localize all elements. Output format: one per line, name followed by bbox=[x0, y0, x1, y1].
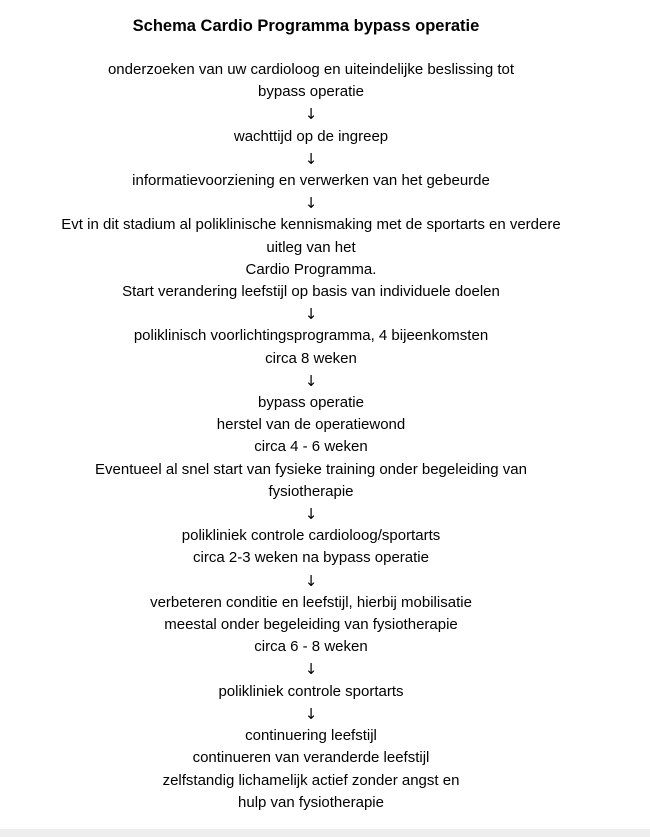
step-text: verbeteren conditie en leefstijl, hierbij mobilisatie bbox=[150, 593, 472, 611]
down-arrow-icon: ↓ bbox=[304, 660, 318, 679]
step-text: polikliniek controle cardioloog/sportarts bbox=[181, 527, 441, 545]
down-arrow-icon: ↓ bbox=[304, 371, 318, 390]
down-arrow-icon: ↓ bbox=[304, 505, 318, 524]
bottom-edge bbox=[0, 829, 650, 837]
step-text: Start verandering leefstijl op basis van individuele doelen bbox=[122, 283, 500, 301]
step-text: Cardio Programma. bbox=[245, 260, 377, 278]
down-arrow-icon: ↓ bbox=[304, 194, 318, 213]
down-arrow-icon: ↓ bbox=[304, 305, 318, 324]
step-text: onderzoeken van uw cardioloog en uiteindelijke beslissing tot bbox=[107, 61, 515, 78]
down-arrow-icon: ↓ bbox=[304, 704, 318, 723]
step-text: circa 6 - 8 weken bbox=[254, 638, 368, 656]
step-text: circa 2-3 weken na bypass operatie bbox=[193, 549, 429, 567]
step-text: zelfstandig lichamelijk actief zonder angst en bbox=[162, 771, 460, 789]
step-text: meestal onder begeleiding van fysiotherapie bbox=[164, 616, 458, 634]
step-text: herstel van de operatiewond bbox=[216, 416, 406, 434]
step-text: continueren van veranderde leefstijl bbox=[192, 749, 430, 767]
step-text: fysiotherapie bbox=[268, 482, 354, 500]
flow-schema bbox=[0, 59, 622, 814]
step-text: bypass operatie bbox=[258, 83, 364, 101]
page-title: Schema Cardio Programma bypass operatie bbox=[132, 17, 480, 35]
step-text: Eventueel al snel start van fysieke training onder begeleiding van bbox=[95, 460, 527, 478]
down-arrow-icon: ↓ bbox=[304, 105, 318, 124]
step-text: informatievoorziening en verwerken van het gebeurde bbox=[132, 172, 490, 190]
step-text: polikliniek controle sportarts bbox=[218, 682, 404, 700]
down-arrow-icon: ↓ bbox=[304, 149, 318, 168]
step-text: circa 4 - 6 weken bbox=[254, 438, 368, 456]
step-text: Evt in dit stadium al poliklinische kennismaking met de sportarts en verdere bbox=[61, 216, 561, 234]
down-arrow-icon: ↓ bbox=[304, 571, 318, 590]
step-text: wachttijd op de ingreep bbox=[233, 127, 389, 145]
step-text: poliklinisch voorlichtingsprogramma, 4 bijeenkomsten bbox=[133, 327, 489, 345]
step-text: circa 8 weken bbox=[265, 349, 357, 367]
step-text: bypass operatie bbox=[258, 394, 364, 412]
step-text: continuering leefstijl bbox=[245, 727, 377, 745]
step-text: uitleg van het bbox=[266, 238, 356, 256]
step-text: hulp van fysiotherapie bbox=[238, 793, 384, 811]
